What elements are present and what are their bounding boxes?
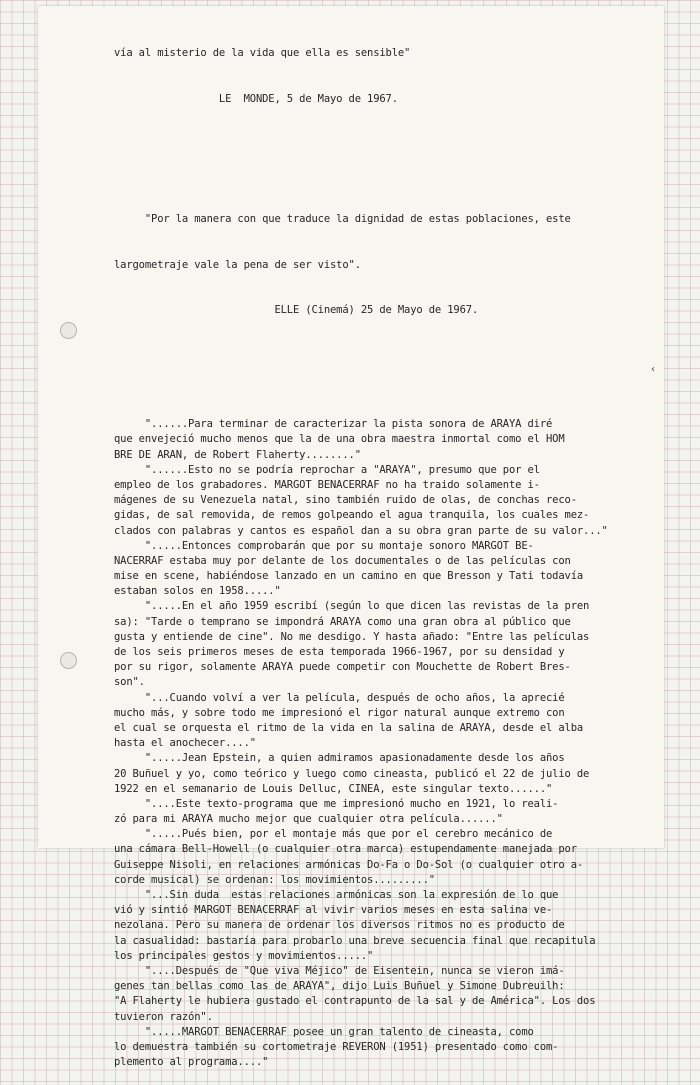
text-line: ".....MARGOT BENACERRAF posee un gran talento de cineasta, como (114, 1025, 534, 1038)
text-line: "....Después de "Que viva Méjico" de Eisentein, nunca se vieron imá- (114, 964, 565, 977)
text-line: clados con palabras y cantos es español dan a su obra gran parte de su valor..." (114, 524, 608, 537)
text-line: estaban solos en 1958....." (114, 585, 281, 598)
text-line: ".....En el año 1959 escribí (según lo que dicen las revistas de la pren (114, 600, 590, 613)
body-text (114, 417, 620, 1070)
text-line: lo demuestra también su cortometraje REVERON (1951) presentado como com- (114, 1040, 559, 1053)
text-line: Guiseppe Nisoli, en relaciones armónicas Do-Fa o Do-Sol (o cualquier otro a- (114, 858, 584, 871)
text-line: mise en scene, habiéndose lanzado en un camino en que Bresson y Tati todavía (114, 570, 584, 583)
punch-hole-bottom (60, 652, 77, 669)
margin-mark: ‹ (651, 364, 655, 375)
text-line: el cual se orquesta el ritmo de la vida en la salina de ARAYA, desde el alba (114, 721, 584, 734)
punch-hole-top (60, 322, 77, 339)
text-line: una cámara Bell-Howell (o cualquier otra marca) estupendamente manejada por (114, 843, 577, 856)
text-line: nezolana. Pero su manera de ordenar los diversos ritmos no es producto de (114, 919, 565, 932)
text-line: por su rigor, solamente ARAYA puede competir con Mouchette de Robert Bres- (114, 661, 571, 674)
text-line: hasta el anochecer...." (114, 737, 256, 750)
text-line: ELLE (Cinemá) 25 de Mayo de 1967. (114, 304, 479, 317)
text-line: ".....Entonces comprobarán que por su montaje sonoro MARGOT BE- (114, 539, 534, 552)
text-line: genes tan bellas como las de ARAYA", dijo Luis Buñuel y Simone Dubreuilh: (114, 980, 565, 993)
text-line: los principales gestos y movimientos....." (114, 949, 374, 962)
text-line: "......Esto no se podría reprochar a "ARAYA", presumo que por el (114, 463, 540, 476)
text-line: empleo de los grabadores. MARGOT BENACERRAF no ha traido solamente i- (114, 478, 540, 491)
text-line: sa): "Tarde o temprano se impondrá ARAYA como una gran obra al público que (114, 615, 571, 628)
text-line: ".....Jean Epstein, a quien admiramos apasionadamente desde los años (114, 752, 565, 765)
text-line: gusta y entiende de cine". No me desdigo. Y hasta añado: "Entre las películas (114, 630, 590, 643)
text-line: plemento al programa...." (114, 1056, 269, 1069)
text-line: que envejeció mucho menos que la de una obra maestra inmortal como el HOM (114, 433, 565, 446)
text-line: largometraje vale la pena de ser visto". (114, 258, 361, 271)
document-text (114, 16, 620, 1085)
text-line: vía al misterio de la vida que ella es sensible" (114, 47, 411, 60)
text-line: 1922 en el semanario de Louis Delluc, CINEA, este singular texto......" (114, 782, 553, 795)
text-line: vió y sintió MARGOT BENACERRAF al vivir varios meses en esta salina ve- (114, 904, 553, 917)
text-line: son". (114, 676, 145, 689)
text-line: la casualidad: bastaría para probarlo una breve secuencia final que recapitula (114, 934, 596, 947)
text-line: ".....Pués bien, por el montaje más que por el cerebro mecánico de (114, 828, 553, 841)
text-line: tuvieron razón". (114, 1010, 213, 1023)
text-line: gidas, de sal removida, de remos golpeando el agua tranquila, los cuales mez- (114, 509, 590, 522)
text-line: LE MONDE, 5 de Mayo de 1967. (114, 93, 398, 105)
text-line: "...Cuando volví a ver la película, después de ocho años, la aprecié (114, 691, 565, 704)
text-line: "Por la manera con que traduce la dignidad de estas poblaciones, este (114, 213, 571, 225)
text-line: de los seis primeros meses de esta temporada 1966-1967, por su densidad y (114, 646, 565, 658)
text-line: BRE DE ARAN, de Robert Flaherty........" (114, 448, 361, 461)
text-line: "....Este texto-programa que me impresionó mucho en 1921, lo reali- (114, 797, 559, 810)
text-line: "A Flaherty le hubiera gustado el contrapunto de la sal y de América". Los dos (114, 995, 596, 1008)
text-line: mucho más, y sobre todo me impresionó el rigor natural aunque extremo con (114, 706, 565, 719)
text-line: "......Para terminar de caracterizar la pista sonora de ARAYA diré (114, 418, 553, 431)
text-line: 20 Buñuel y yo, como teórico y luego como cineasta, publicó el 22 de julio de (114, 767, 590, 780)
text-line: corde musical) se ordenan: los movimientos........." (114, 873, 435, 886)
text-line: mágenes de su Venezuela natal, sino también ruido de olas, de conchas reco- (114, 494, 577, 507)
text-line: NACERRAF estaba muy por delante de los documentales o de las películas con (114, 554, 571, 567)
text-line: zó para mi ARAYA mucho mejor que cualquier otra película......" (114, 813, 503, 826)
text-line: "...Sin duda estas relaciones armónicas son la expresión de lo que (114, 889, 559, 901)
